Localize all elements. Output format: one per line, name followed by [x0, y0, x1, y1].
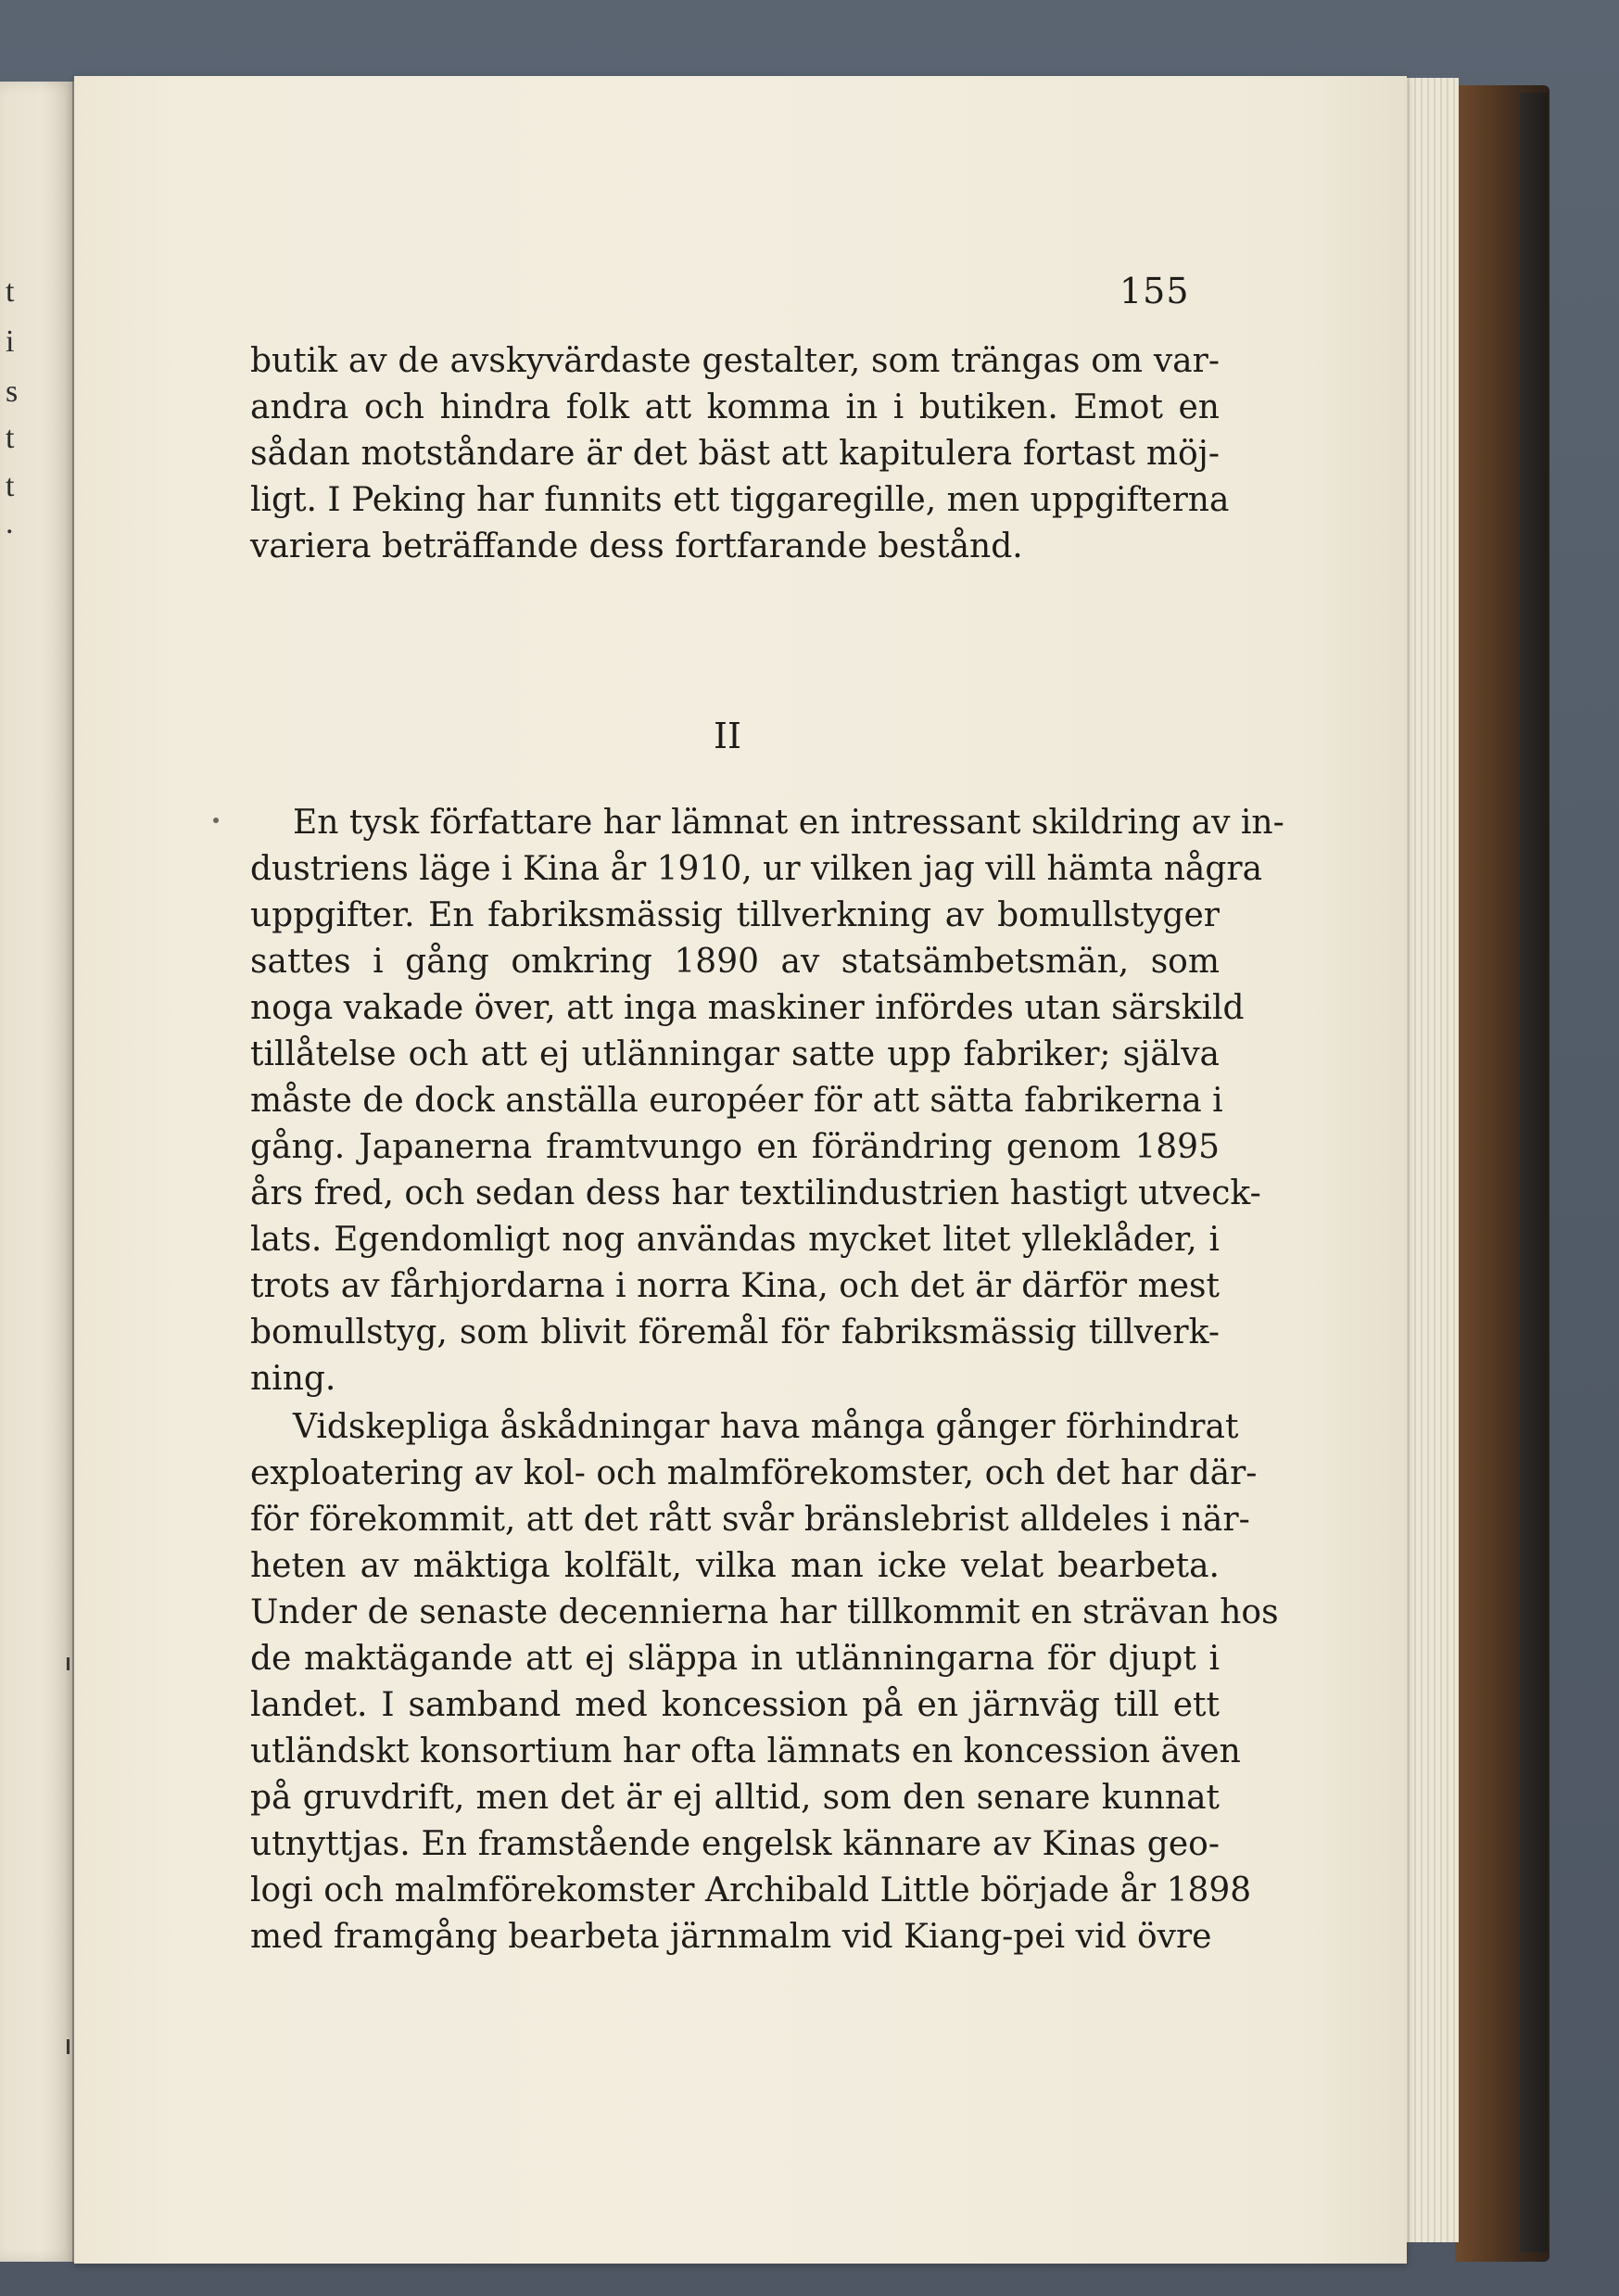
text-line: En tysk författare har lämnat en intressant skildring av in-: [293, 804, 1284, 842]
text-line: heten av mäktiga kolfält, vilka man icke velat bearbeta.: [250, 1547, 1220, 1585]
text-line: trots av fårhjordarna i norra Kina, och det är därför mest: [250, 1267, 1220, 1305]
section-heading: II: [714, 716, 742, 756]
text-line: ligt. I Peking har funnits ett tiggaregille, men uppgifterna: [250, 481, 1230, 519]
text-line: variera beträffande dess fortfarande bestånd.: [250, 527, 1023, 565]
text-line: måste de dock anställa européer för att sätta fabrikerna i: [250, 1082, 1223, 1120]
text-line: dustriens läge i Kina år 1910, ur vilken jag vill hämta några: [250, 850, 1263, 888]
text-line: bomullstyg, som blivit föremål för fabriksmässig tillverk-: [250, 1313, 1220, 1351]
text-line: logi och malmförekomster Archibald Little började år 1898: [250, 1871, 1252, 1909]
text-line: sattes i gång omkring 1890 av statsämbetsmän, som: [250, 943, 1220, 981]
text-line: ning.: [250, 1360, 336, 1398]
text-line: sådan motståndare är det bäst att kapitulera fortast möj-: [250, 435, 1220, 473]
text-line: utnyttjas. En framstående engelsk kännare av Kinas geo-: [250, 1825, 1220, 1863]
left-margin-fragment: s: [6, 374, 19, 409]
text-line: Vidskepliga åskådningar hava många gånger förhindrat: [293, 1408, 1239, 1446]
text-line: med framgång bearbeta järnmalm vid Kiang-pei vid övre: [250, 1918, 1212, 1956]
edge-mark: [67, 2039, 70, 2054]
left-margin-fragment: t: [6, 274, 15, 309]
text-line: utländskt konsortium har ofta lämnats en koncession även: [250, 1732, 1241, 1770]
text-line: de maktägande att ej släppa in utlänningarna för djupt i: [250, 1640, 1220, 1678]
text-line: för förekommit, att det rått svår bränslebrist alldeles i när-: [250, 1501, 1250, 1539]
page-text-block: [74, 76, 1407, 2264]
page-number: 155: [1119, 271, 1190, 311]
text-line: lats. Egendomligt nog användas mycket litet ylleklåder, i: [250, 1221, 1220, 1259]
page-stack-edges: [1401, 78, 1459, 2242]
text-line: uppgifter. En fabriksmässig tillverkning av bomullstyger: [250, 896, 1220, 934]
left-margin-fragment: t: [6, 469, 15, 503]
text-line: tillåtelse och att ej utlänningar satte upp fabriker; själva: [250, 1035, 1220, 1073]
text-line: butik av de avskyvärdaste gestalter, som trängas om var-: [250, 342, 1220, 380]
text-line: gång. Japanerna framtvungo en förändring genom 1895: [250, 1128, 1220, 1166]
text-line: års fred, och sedan dess har textilindustrien hastigt utveck-: [250, 1174, 1261, 1212]
book-page: [74, 76, 1407, 2264]
margin-dot: [213, 818, 219, 823]
text-line: andra och hindra folk att komma in i butiken. Emot en: [250, 388, 1220, 426]
text-line: exploatering av kol- och malmförekomster, och det har där-: [250, 1454, 1258, 1492]
text-line: landet. I samband med koncession på en järnväg till ett: [250, 1686, 1220, 1724]
left-page-edge: [0, 82, 76, 2262]
left-margin-fragment: i: [6, 324, 15, 359]
text-line: noga vakade över, att inga maskiner infördes utan särskild: [250, 989, 1245, 1027]
left-margin-fragment: .: [6, 506, 14, 540]
book-cover-spine: [1520, 93, 1548, 2252]
left-margin-fragment: t: [6, 421, 15, 455]
edge-mark: [67, 1657, 70, 1670]
text-line: på gruvdrift, men det är ej alltid, som den senare kunnat: [250, 1779, 1220, 1817]
text-line: Under de senaste decennierna har tillkommit en strävan hos: [250, 1593, 1279, 1631]
